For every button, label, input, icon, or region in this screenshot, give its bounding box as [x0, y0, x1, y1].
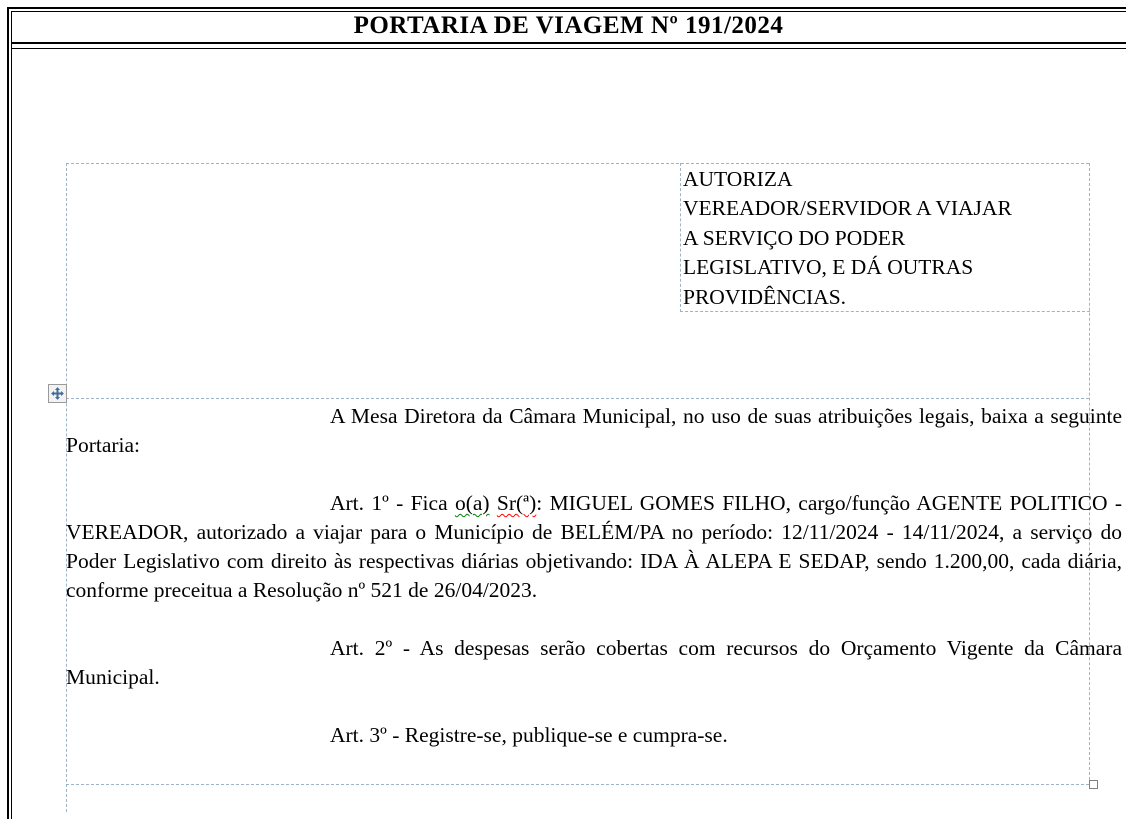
art1-spelling-flagged-text[interactable]: Sr(ª): [496, 491, 537, 515]
page-border-top-outer: [7, 7, 1126, 9]
paragraph-art1[interactable]: [66, 489, 1122, 605]
art1-lead[interactable]: Art. 1º - Fica: [330, 491, 455, 515]
table-move-handle[interactable]: [48, 384, 67, 403]
document-title[interactable]: PORTARIA DE VIAGEM Nº 191/2024: [353, 12, 784, 39]
art1-grammar-flagged-text[interactable]: o(a): [454, 491, 490, 515]
art1-rest[interactable]: : MIGUEL GOMES FILHO, cargo/função AGENTE POLITICO - VEREADOR, autorizado a viajar para o Município de BELÉM/PA no período: 12/11/2024 - 14/11/2024, a serviço do Poder Legislativo com direito às respectivas diárias objetivando: IDA À ALEPA E SEDAP, sendo 1.200,00, cada diária, conforme preceitua a Resolução nº 521 de 26/04/2023.: [66, 491, 1122, 602]
paragraph-preamble[interactable]: A Mesa Diretora da Câmara Municipal, no uso de suas atribuições legais, baixa a seguinte Portaria:: [66, 404, 1122, 457]
caption-line[interactable]: LEGISLATIVO, E DÁ OUTRAS: [683, 255, 974, 280]
table-gridline-row-divider: [66, 398, 1089, 399]
paragraph-art3[interactable]: Art. 3º - Registre-se, publique-se e cumpra-se.: [330, 723, 728, 747]
move-arrows-icon: [51, 387, 64, 400]
caption-line[interactable]: AUTORIZA: [683, 167, 793, 191]
title-band-bottom-border-inner: [11, 48, 1126, 49]
paragraph-art2[interactable]: Art. 2º - As despesas serão cobertas com recursos do Orçamento Vigente da Câmara Municipal.: [66, 636, 1122, 689]
caption-line[interactable]: PROVIDÊNCIAS.: [683, 284, 847, 309]
caption-line[interactable]: A SERVIÇO DO PODER: [683, 225, 906, 250]
title-band-bottom-border-outer: [11, 42, 1126, 44]
art1-separator[interactable]: [490, 491, 497, 515]
page-border-left-outer: [7, 7, 9, 819]
table-resize-handle[interactable]: [1089, 780, 1098, 789]
table-gridline-bottom-row: [66, 784, 1089, 785]
caption-line[interactable]: VEREADOR/SERVIDOR A VIAJAR: [683, 196, 1012, 221]
caption-text-block[interactable]: [683, 165, 1087, 312]
document-body[interactable]: [66, 402, 1122, 750]
page-border-left-inner: [11, 11, 12, 819]
